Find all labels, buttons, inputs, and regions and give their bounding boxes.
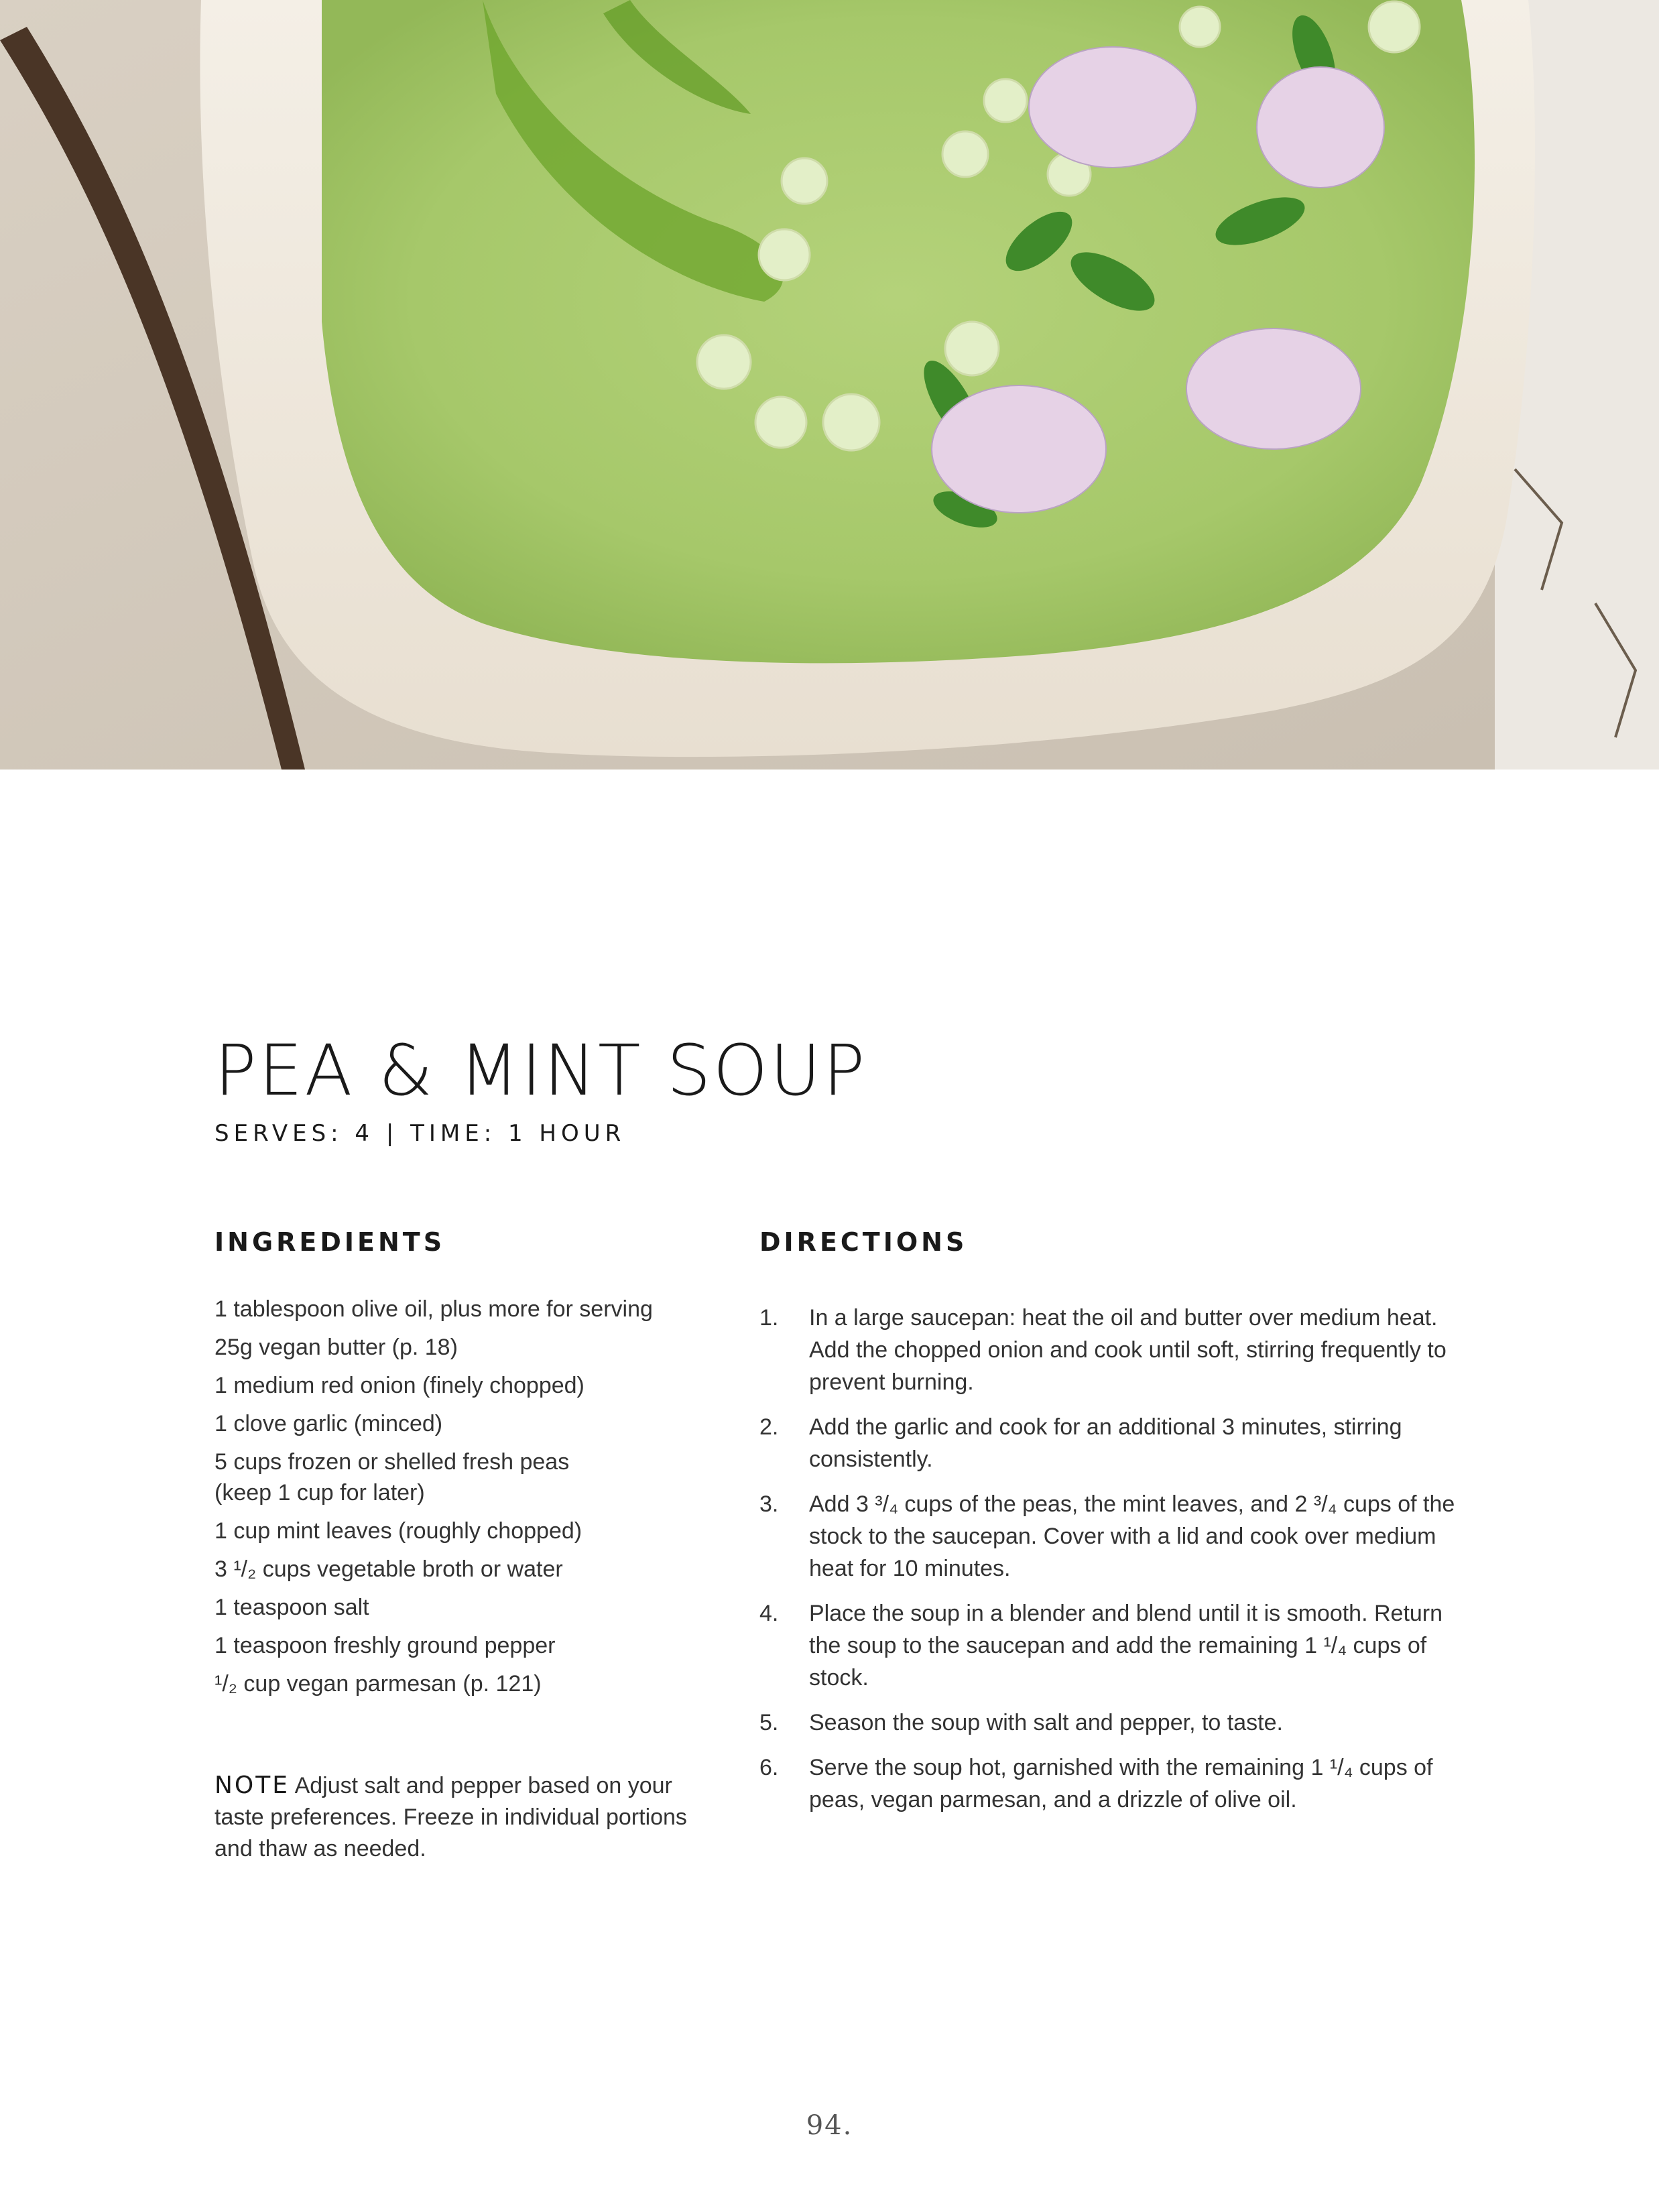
recipe-meta: SERVES: 4 | TIME: 1 HOUR [214,1120,626,1147]
step-number: 3. [759,1491,779,1517]
ingredient-item: 1 tablespoon olive oil, plus more for serving [214,1296,653,1322]
step-number: 6. [759,1755,779,1780]
note-label: NOTE [214,1772,290,1799]
direction-step [759,1752,1457,1816]
pea-mint-soup-photo [0,0,1659,770]
ingredient-item: 1 cup mint leaves (roughly chopped) [214,1518,582,1544]
directions-list [759,1302,1457,1829]
step-text: Add 3 ³/₄ cups of the peas, the mint leaves, and 2 ³/₄ cups of the stock to the saucepan. Cover with a lid and cook over medium heat for 10 minutes. [809,1491,1455,1581]
step-number: 4. [759,1601,779,1626]
step-text: In a large saucepan: heat the oil and butter over medium heat. Add the chopped onion and cook until soft, stirring frequently to prevent burning. [809,1305,1447,1395]
step-text: Add the garlic and cook for an additional 3 minutes, stirring consistently. [809,1414,1402,1472]
directions-heading: DIRECTIONS [759,1227,968,1257]
direction-step [759,1302,1457,1398]
step-text: Season the soup with salt and pepper, to taste. [809,1710,1283,1735]
direction-step [759,1488,1457,1585]
ingredient-item: ¹/₂ cup vegan parmesan (p. 121) [214,1671,542,1697]
ingredient-item: 1 teaspoon freshly ground pepper [214,1633,556,1658]
ingredient-item: 1 teaspoon salt [214,1595,369,1620]
direction-step [759,1597,1457,1694]
recipe-title: PEA & MINT SOUP [214,1030,867,1111]
direction-step [759,1411,1457,1475]
hero-photo [0,0,1659,770]
ingredient-item: 3 ¹/₂ cups vegetable broth or water [214,1556,563,1582]
ingredient-item: 5 cups frozen or shelled fresh peas (keep 1 cup for later) [214,1449,570,1506]
step-number: 2. [759,1414,779,1440]
step-text: Place the soup in a blender and blend until it is smooth. Return the soup to the saucepan and add the remaining 1 ¹/₄ cups of stock. [809,1601,1443,1691]
page-number: 94. [806,2110,853,2141]
ingredient-item: 1 medium red onion (finely chopped) [214,1373,585,1398]
note [214,1770,697,1865]
step-number: 1. [759,1305,779,1331]
ingredient-item: 1 clove garlic (minced) [214,1411,443,1436]
ingredient-item: 25g vegan butter (p. 18) [214,1335,458,1360]
ingredients-list [214,1294,724,1707]
note-text: Adjust salt and pepper based on your taste preferences. Freeze in individual portions and thaw as needed. [214,1773,687,1861]
ingredients-heading: INGREDIENTS [214,1227,446,1257]
step-text: Serve the soup hot, garnished with the remaining 1 ¹/₄ cups of peas, vegan parmesan, and a drizzle of olive oil. [809,1755,1433,1812]
direction-step [759,1707,1457,1739]
step-number: 5. [759,1710,779,1735]
